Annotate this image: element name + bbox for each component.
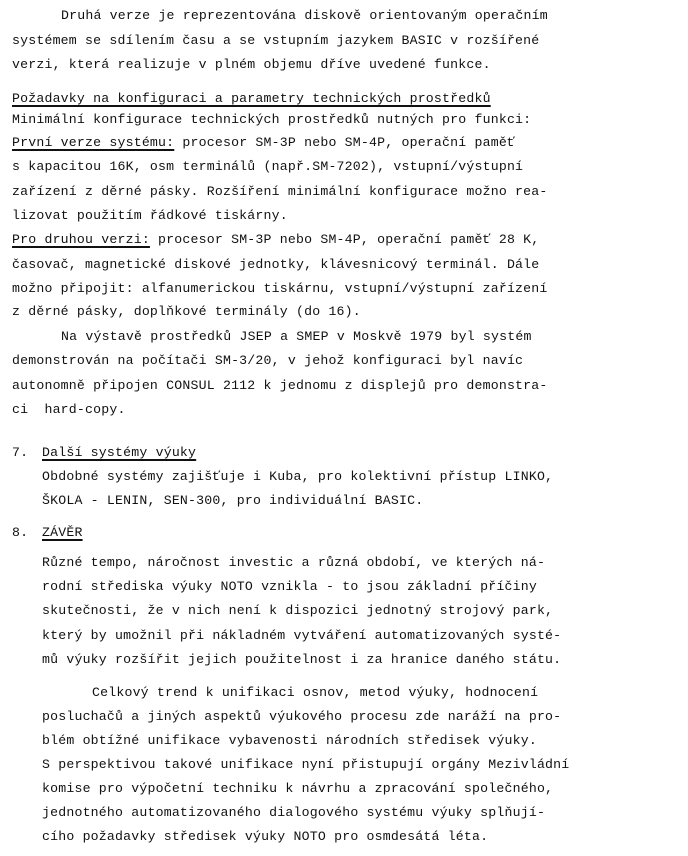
requirements-line: Minimální konfigurace technických prostředků nutných pro funkci: [12,112,532,127]
section-8-line: Různé tempo, náročnost investic a různá období, ve kterých ná- [42,555,546,570]
section-8-title: ZÁVĚR [42,525,83,540]
section-7-number: 7. [12,445,29,460]
trend-line: jednotného automatizovaného dialogového systému výuky splňují- [42,805,546,820]
first-version-line: s kapacitou 16K, osm terminálů (např.SM-7202), vstupní/výstupní [12,159,524,174]
section-8-line: mů výuky rozšířit jejich použitelnost i za hranice daného státu. [42,652,562,667]
intro-line: verzi, která realizuje v plném objemu dříve uvedené funkce. [12,57,491,72]
second-version-line [12,230,539,250]
second-version-label: Pro druhou verzi: [12,232,150,247]
second-version-line: možno připojit: alfanumerickou tiskárnu, vstupní/výstupní zařízení [12,281,548,296]
section-8-number: 8. [12,525,29,540]
first-version-line: lizovat použitím řádkové tiskárny. [12,208,288,223]
first-version-line: zařízení z děrné pásky. Rozšíření minimální konfigurace možno rea- [12,184,548,199]
section-7-title: Další systémy výuky [42,445,197,460]
first-version-label: První verze systému: [12,135,175,150]
section-8-line: skutečnosti, že v nich není k dispozici jednotný strojový park, [42,603,554,618]
intro-line: Druhá verze je reprezentována diskově orientovaným operačním [61,8,548,23]
second-version-line: z děrné pásky, doplňkové terminály (do 16). [12,304,361,319]
trend-line: komise pro výpočetní techniku k návrhu a zpracování společného, [42,781,554,796]
first-version-text: procesor SM-3P nebo SM-4P, operační paměť [174,135,516,150]
expo-line: autonomně připojen CONSUL 2112 k jednomu z displejů pro demonstra- [12,378,548,393]
section-8-line: rodní střediska výuky NOTO vznikla - to jsou základní příčiny [42,579,537,594]
trend-line: posluchačů a jiných aspektů výukového procesu zde naráží na pro- [42,709,562,724]
second-version-text: procesor SM-3P nebo SM-4P, operační paměť 28 K, [149,232,540,247]
expo-line: ci hard-copy. [12,402,126,417]
intro-line: systémem se sdílením času a se vstupním jazykem BASIC v rozšířené [12,33,540,48]
requirements-heading: Požadavky na konfiguraci a parametry technických prostředků [12,91,491,106]
trend-line: Celkový trend k unifikaci osnov, metod výuky, hodnocení [92,685,539,700]
trend-line: cího požadavky středisek výuky NOTO pro osmdesátá léta. [42,829,489,844]
section-8-line: který by umožnil při nákladném vytváření automatizovaných systé- [42,628,562,643]
section-7-line: ŠKOLA - LENIN, SEN-300, pro individuální BASIC. [42,493,424,508]
trend-line: S perspektivou takové unifikace nyní přistupují orgány Mezivládní [42,757,570,772]
expo-line: Na výstavě prostředků JSEP a SMEP v Moskvě 1979 byl systém [61,329,532,344]
section-7-line: Obdobné systémy zajišťuje i Kuba, pro kolektivní přístup LINKO, [42,469,554,484]
first-version-line [12,133,515,153]
second-version-line: časovač, magnetické diskové jednotky, klávesnicový terminál. Dále [12,257,540,272]
trend-line: blém obtížné unifikace vybavenosti národních středisek výuky. [42,733,537,748]
expo-line: demonstrován na počítači SM-3/20, v jehož konfiguraci byl navíc [12,353,524,368]
